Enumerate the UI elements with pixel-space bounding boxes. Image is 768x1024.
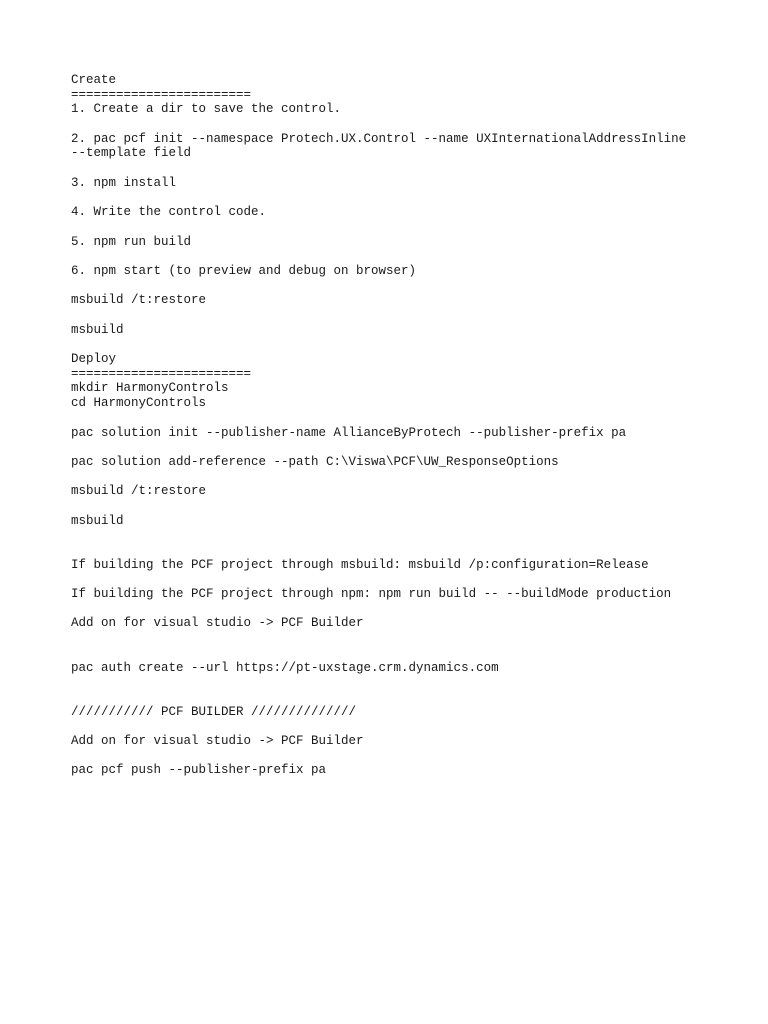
text-line: pac solution add-reference --path C:\Viswa\PCF\UW_ResponseOptions xyxy=(71,454,559,469)
text-line: 2. pac pcf init --namespace Protech.UX.Control --name UXInternationalAddressInline xyxy=(71,131,687,146)
text-line: /////////// PCF BUILDER ////////////// xyxy=(71,704,357,719)
text-line: If building the PCF project through npm: npm run build -- --buildMode production xyxy=(71,587,672,602)
blank-line xyxy=(71,572,751,587)
blank-line xyxy=(71,191,751,206)
blank-line xyxy=(71,749,751,764)
text-line: --template field xyxy=(71,146,192,161)
text-line: pac pcf push --publisher-prefix pa xyxy=(71,763,327,778)
blank-line xyxy=(71,631,751,646)
blank-line xyxy=(71,337,751,352)
text-line: msbuild /t:restore xyxy=(71,484,207,499)
blank-line xyxy=(71,719,751,734)
blank-line xyxy=(71,690,751,705)
text-line: cd HarmonyControls xyxy=(71,396,207,411)
text-line: 4. Write the control code. xyxy=(71,205,267,220)
text-line: 6. npm start (to preview and debug on browser) xyxy=(71,263,417,278)
text-line: msbuild xyxy=(71,513,124,528)
blank-line xyxy=(71,499,751,514)
document-body xyxy=(71,73,751,778)
text-line: pac auth create --url https://pt-uxstage.crm.dynamics.com xyxy=(71,660,499,675)
blank-line xyxy=(71,279,751,294)
blank-line xyxy=(71,470,751,485)
text-line: msbuild xyxy=(71,322,124,337)
blank-line xyxy=(71,675,751,690)
blank-line xyxy=(71,543,751,558)
blank-line xyxy=(71,528,751,543)
text-line: Deploy xyxy=(71,352,117,367)
blank-line xyxy=(71,646,751,661)
blank-line xyxy=(71,117,751,132)
blank-line xyxy=(71,220,751,235)
text-line: If building the PCF project through msbuild: msbuild /p:configuration=Release xyxy=(71,557,649,572)
blank-line xyxy=(71,308,751,323)
blank-line xyxy=(71,602,751,617)
text-line: ======================== xyxy=(71,87,252,102)
text-line: 1. Create a dir to save the control. xyxy=(71,102,342,117)
text-line: Create xyxy=(71,73,117,87)
text-line: pac solution init --publisher-name AllianceByProtech --publisher-prefix pa xyxy=(71,425,627,440)
text-line: msbuild /t:restore xyxy=(71,293,207,308)
blank-line xyxy=(71,440,751,455)
text-line: 5. npm run build xyxy=(71,234,192,249)
text-line: 3. npm install xyxy=(71,175,177,190)
blank-line xyxy=(71,411,751,426)
text-line: Add on for visual studio -> PCF Builder xyxy=(71,733,364,748)
blank-line xyxy=(71,161,751,176)
blank-line xyxy=(71,249,751,264)
text-line: mkdir HarmonyControls xyxy=(71,381,229,396)
text-line: ======================== xyxy=(71,366,252,381)
text-line: Add on for visual studio -> PCF Builder xyxy=(71,616,364,631)
